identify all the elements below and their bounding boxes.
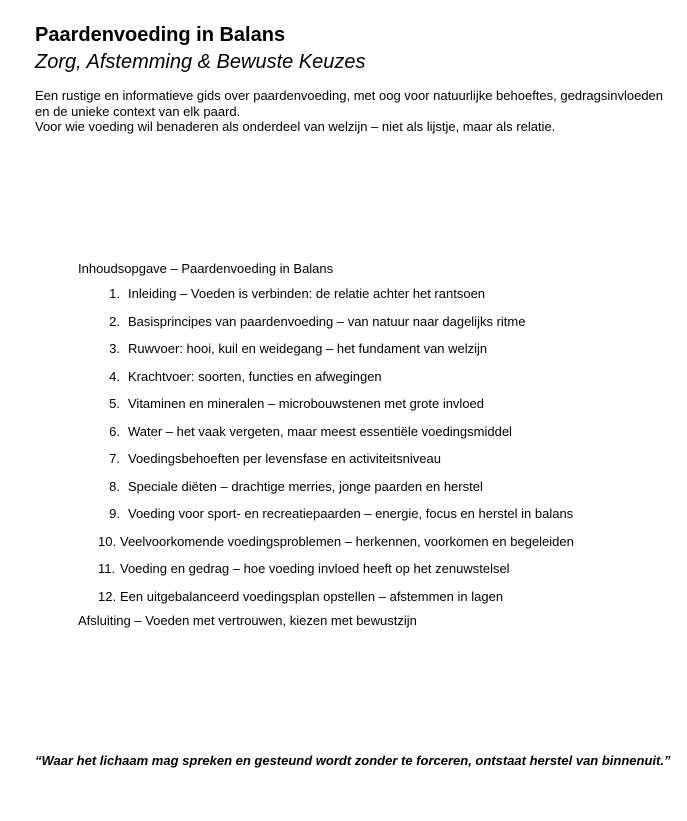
toc-closing: Afsluiting – Voeden met vertrouwen, kiezen met bewustzijn bbox=[78, 613, 417, 628]
toc-item-label: Ruwvoer: hooi, kuil en weidegang – het fundament van welzijn bbox=[128, 341, 488, 356]
toc-item bbox=[78, 390, 678, 418]
document-subtitle: Zorg, Afstemming & Bewuste Keuzes bbox=[35, 51, 366, 73]
toc-item bbox=[78, 555, 678, 583]
toc-item-number: 12. bbox=[98, 588, 117, 604]
toc-item-label: Vitaminen en mineralen – microbouwstenen met grote invloed bbox=[128, 396, 485, 411]
toc-item bbox=[78, 528, 678, 556]
toc-item-label: Water – het vaak vergeten, maar meest essentiële voedingsmiddel bbox=[128, 423, 512, 439]
toc-item bbox=[78, 308, 678, 336]
toc-item-label: Inleiding – Voeden is verbinden: de relatie achter het rantsoen bbox=[128, 286, 486, 301]
closing-quote: “Waar het lichaam mag spreken en gesteund wordt zonder te forceren, ontstaat herstel van binnenuit.” bbox=[35, 753, 671, 768]
toc-item bbox=[78, 335, 678, 363]
toc-item-label: Basisprincipes van paardenvoeding – van natuur naar dagelijks ritme bbox=[128, 313, 526, 329]
table-of-contents bbox=[78, 258, 678, 632]
toc-item-number: 4. bbox=[109, 368, 120, 384]
document-title: Paardenvoeding in Balans bbox=[35, 24, 286, 46]
toc-item bbox=[78, 583, 678, 611]
toc-item-label: Voeding voor sport- en recreatiepaarden – energie, focus en herstel in balans bbox=[128, 506, 574, 521]
toc-item bbox=[78, 418, 678, 446]
toc-list bbox=[78, 280, 678, 610]
toc-item-number: 11. bbox=[98, 561, 116, 576]
toc-item-label: Speciale diëten – drachtige merries, jonge paarden en herstel bbox=[128, 478, 483, 494]
intro-paragraph-2: Voor wie voeding wil benaderen als onderdeel van welzijn – niet als lijstje, maar als relatie. bbox=[35, 119, 556, 134]
toc-item-number: 10. bbox=[98, 533, 117, 549]
intro-text bbox=[35, 88, 675, 135]
toc-item bbox=[78, 363, 678, 391]
toc-item-number: 9. bbox=[109, 506, 120, 521]
toc-item-number: 6. bbox=[109, 423, 120, 439]
toc-item bbox=[78, 473, 678, 501]
toc-item-number: 5. bbox=[109, 396, 120, 411]
toc-item bbox=[78, 445, 678, 473]
toc-item-label: Krachtvoer: soorten, functies en afwegingen bbox=[128, 368, 382, 384]
toc-item bbox=[78, 500, 678, 528]
toc-item-number: 1. bbox=[109, 286, 120, 301]
toc-item-number: 8. bbox=[109, 478, 120, 494]
toc-item-number: 2. bbox=[109, 313, 120, 329]
toc-item-label: Voeding en gedrag – hoe voeding invloed heeft op het zenuwstelsel bbox=[120, 561, 510, 576]
toc-item-number: 7. bbox=[109, 451, 120, 466]
intro-paragraph-1: Een rustige en informatieve gids over paardenvoeding, met oog voor natuurlijke behoeftes, gedragsinvloeden en de unieke context van elk paard. bbox=[35, 88, 664, 119]
toc-item-number: 3. bbox=[109, 341, 120, 356]
toc-item-label: Veelvoorkomende voedingsproblemen – herkennen, voorkomen en begeleiden bbox=[120, 533, 574, 549]
toc-item bbox=[78, 280, 678, 308]
toc-item-label: Een uitgebalanceerd voedingsplan opstellen – afstemmen in lagen bbox=[120, 588, 504, 604]
toc-heading: Inhoudsopgave – Paardenvoeding in Balans bbox=[78, 261, 334, 276]
toc-item-label: Voedingsbehoeften per levensfase en activiteitsniveau bbox=[128, 451, 441, 466]
